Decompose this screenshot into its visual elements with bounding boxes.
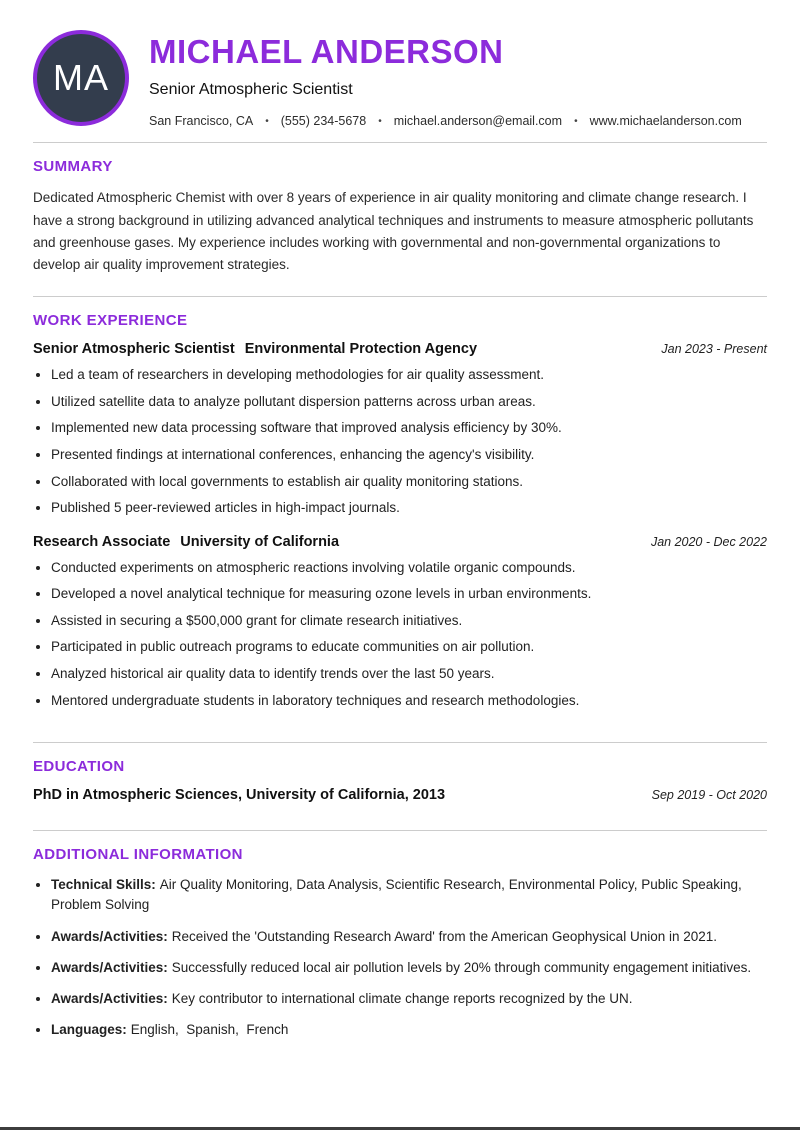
avatar-initials: MA [53,57,109,98]
additional-item-label: Awards/Activities: [51,991,168,1007]
job-bullet-list [33,365,767,517]
additional-item-label: Technical Skills: [51,877,156,893]
job-dates: Jan 2023 - Present [661,342,767,357]
additional-item-text: English, Spanish, French [130,1022,289,1038]
job-bullet-list [33,558,767,710]
bullet-item: • Assisted in securing a $500,000 grant for climate research initiatives. [51,611,767,631]
additional-item-label: Languages: [51,1022,127,1038]
bullet-item: • Analyzed historical air quality data to identify trends over the last 50 years. [51,664,767,684]
additional-item-text: Received the 'Outstanding Research Award' from the American Geophysical Union in 2021. [171,928,718,944]
bullet-item: • Developed a novel analytical technique for measuring ozone levels in urban environments. [51,584,767,604]
bullet-item: • Presented findings at international conferences, enhancing the agency's visibility. [51,445,767,465]
additional-item-label: Awards/Activities: [51,928,168,944]
bullet-item: • Collaborated with local governments to establish air quality monitoring stations. [51,472,767,492]
avatar [33,30,129,126]
education-heading: EDUCATION [33,758,125,776]
section-education [33,742,767,803]
summary-text: Dedicated Atmospheric Chemist with over 8 years of experience in air quality monitoring and climate change research. I have a strong background in utilizing advanced analytical techniques and instruments to measure atmospheric pollutants and greenhouse gases. My experience includes working with governmental and non-governmental organizations to develop air quality improvement strategies. [33,190,754,273]
education-entry [33,787,767,803]
candidate-name: MICHAEL ANDERSON [149,33,504,70]
additional-item [51,927,767,947]
section-work-experience [33,296,767,742]
bullet-item: • Implemented new data processing software that improved analysis efficiency by 30%. [51,418,767,438]
candidate-title: Senior Atmospheric Scientist [149,81,353,99]
education-dates: Sep 2019 - Oct 2020 [651,788,767,803]
additional-item [51,875,767,916]
additional-list [33,875,767,1041]
bullet-item: • Mentored undergraduate students in laboratory techniques and research methodologies. [51,691,767,711]
contact-location: San Francisco, CA [149,114,254,129]
additional-item-text: Successfully reduced local air pollution levels by 20% through community engagement initiatives. [171,959,752,975]
summary-heading: SUMMARY [33,158,113,176]
job-company: Environmental Protection Agency [244,341,478,358]
job-entry [33,534,767,710]
bullet-item: • Led a team of researchers in developing methodologies for air quality assessment. [51,365,767,385]
job-header [33,534,767,550]
contact-email: michael.anderson@email.com [393,114,563,129]
job-title-line [33,341,477,357]
additional-item [51,958,767,978]
bullet-item: • Published 5 peer-reviewed articles in high-impact journals. [51,498,767,518]
additional-item-text: Key contributor to international climate change reports recognized by the UN. [171,991,633,1007]
contact-phone: (555) 234-5678 [280,114,367,129]
education-degree: PhD in Atmospheric Sciences, University of California, 2013 [33,787,446,804]
contact-website: www.michaelanderson.com [589,114,742,129]
resume-header [33,0,767,142]
job-position: Research Associate [33,533,171,550]
additional-item [51,989,767,1009]
job-position: Senior Atmospheric Scientist [33,341,235,358]
work-heading: WORK EXPERIENCE [33,312,188,330]
section-additional-information [33,830,767,1041]
additional-item-text: Air Quality Monitoring, Data Analysis, Scientific Research, Environmental Policy, Public Speaking, Problem Solving [51,877,746,913]
contact-separator: • [378,116,382,128]
header-info [149,30,742,128]
job-header [33,341,767,357]
additional-item [51,1020,767,1040]
contact-separator: • [265,116,269,128]
additional-heading: ADDITIONAL INFORMATION [33,846,243,864]
bullet-item: • Utilized satellite data to analyze pollutant dispersion patterns across urban areas. [51,392,767,412]
section-summary [33,142,767,276]
contact-separator: • [574,116,578,128]
job-dates: Jan 2020 - Dec 2022 [650,534,767,549]
bullet-item: • Participated in public outreach programs to educate communities on air pollution. [51,637,767,657]
job-title-line [33,534,339,550]
contact-row [149,114,742,128]
job-entry [33,341,767,517]
additional-item-label: Awards/Activities: [51,959,168,975]
job-company: University of California [180,533,340,550]
bullet-item: • Conducted experiments on atmospheric reactions involving volatile organic compounds. [51,558,767,578]
